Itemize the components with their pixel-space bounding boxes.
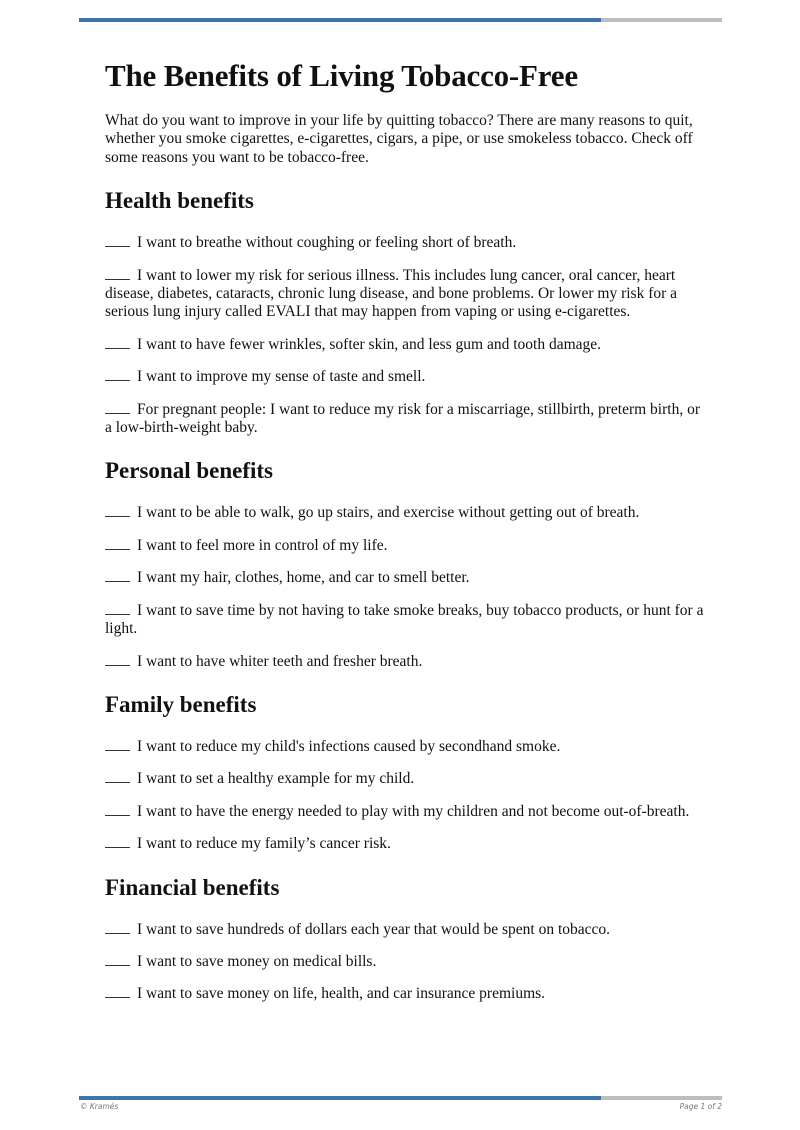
footer-copyright: © Kramés (80, 1102, 119, 1111)
header-rule (79, 18, 722, 22)
checkbox-blank[interactable] (105, 536, 130, 550)
section-family (105, 690, 705, 854)
section-personal (105, 456, 705, 670)
footer-rule-accent (79, 1096, 601, 1100)
checkbox-blank[interactable] (105, 335, 130, 349)
checkbox-blank[interactable] (105, 834, 130, 848)
checklist-item-text: I want to have the energy needed to play with my children and not become out-of-breath. (137, 802, 690, 820)
section-heading: Family benefits (105, 691, 257, 717)
checkbox-blank[interactable] (105, 984, 130, 998)
checklist-item-text: I want to improve my sense of taste and smell. (137, 368, 426, 386)
page-title: The Benefits of Living Tobacco-Free (105, 58, 578, 93)
checklist-item-text: I want to be able to walk, go up stairs, and exercise without getting out of breath. (137, 504, 640, 522)
checklist-item (105, 266, 705, 322)
section-heading: Financial benefits (105, 874, 280, 900)
checkbox-blank[interactable] (105, 802, 130, 816)
checklist-item (105, 536, 705, 555)
checkbox-blank[interactable] (105, 601, 130, 615)
section-financial (105, 873, 705, 1004)
checkbox-blank[interactable] (105, 769, 130, 783)
checklist-item-text: I want to save money on medical bills. (137, 952, 377, 970)
checklist-item-text: For pregnant people: I want to reduce my risk for a miscarriage, stillbirth, preterm birth, or a low-birth-weight baby. (105, 400, 700, 437)
checklist-item-text: I want to set a healthy example for my child. (137, 770, 415, 788)
document-body (105, 56, 705, 1004)
checkbox-blank[interactable] (105, 400, 130, 414)
checklist-item-text: I want to have fewer wrinkles, softer skin, and less gum and tooth damage. (137, 335, 602, 353)
checkbox-blank[interactable] (105, 920, 130, 934)
checklist-item-text: I want to have whiter teeth and fresher breath. (137, 652, 423, 670)
checklist-item (105, 737, 705, 756)
header-rule-accent (79, 18, 601, 22)
checklist-item (105, 367, 705, 386)
checklist-item-text: I want to reduce my family’s cancer risk. (137, 835, 391, 853)
checklist-item (105, 503, 705, 522)
checklist-item-text: I want to save money on life, health, and car insurance premiums. (137, 985, 546, 1003)
section-health (105, 186, 705, 437)
checklist-item (105, 984, 705, 1003)
checklist-item (105, 601, 705, 639)
checklist-item-text: I want to save time by not having to take smoke breaks, buy tobacco products, or hunt for a light. (105, 601, 704, 638)
checklist-item (105, 920, 705, 939)
checkbox-blank[interactable] (105, 233, 130, 247)
checkbox-blank[interactable] (105, 737, 130, 751)
checklist-item (105, 568, 705, 587)
section-heading: Personal benefits (105, 458, 274, 484)
footer-rule-secondary (601, 1096, 722, 1100)
checkbox-blank[interactable] (105, 568, 130, 582)
section-heading: Health benefits (105, 188, 254, 214)
checklist-item-text: I want my hair, clothes, home, and car to smell better. (137, 569, 470, 587)
checkbox-blank[interactable] (105, 652, 130, 666)
checklist-item (105, 233, 705, 252)
checklist-item (105, 400, 705, 438)
checklist-item (105, 335, 705, 354)
checkbox-blank[interactable] (105, 503, 130, 517)
checklist-item-text: I want to reduce my child's infections caused by secondhand smoke. (137, 737, 561, 755)
header-rule-secondary (601, 18, 722, 22)
checkbox-blank[interactable] (105, 367, 130, 381)
footer-page-number: Page 1 of 2 (679, 1102, 722, 1111)
checklist-item (105, 769, 705, 788)
footer-rule (79, 1096, 722, 1100)
checklist-item (105, 802, 705, 821)
checklist-item (105, 952, 705, 971)
checklist-item (105, 834, 705, 853)
checklist-item (105, 652, 705, 671)
checklist-item-text: I want to feel more in control of my life. (137, 536, 388, 554)
checklist-item-text: I want to lower my risk for serious illness. This includes lung cancer, oral cancer, heart disease, diabetes, cataracts, chronic lung disease, and bone problems. Or lower my risk for a serious lung injury called EVALI that may happen from vaping or using e-cigarettes. (105, 266, 678, 321)
checklist-item-text: I want to breathe without coughing or feeling short of breath. (137, 234, 517, 252)
checklist-item-text: I want to save hundreds of dollars each year that would be spent on tobacco. (137, 920, 611, 938)
checkbox-blank[interactable] (105, 952, 130, 966)
checkbox-blank[interactable] (105, 266, 130, 280)
intro-paragraph: What do you want to improve in your life by quitting tobacco? There are many reasons to quit, whether you smoke cigarettes, e-cigarettes, cigars, a pipe, or use smokeless tobacco. Check off some reasons you want to be tobacco-free. (105, 112, 693, 166)
